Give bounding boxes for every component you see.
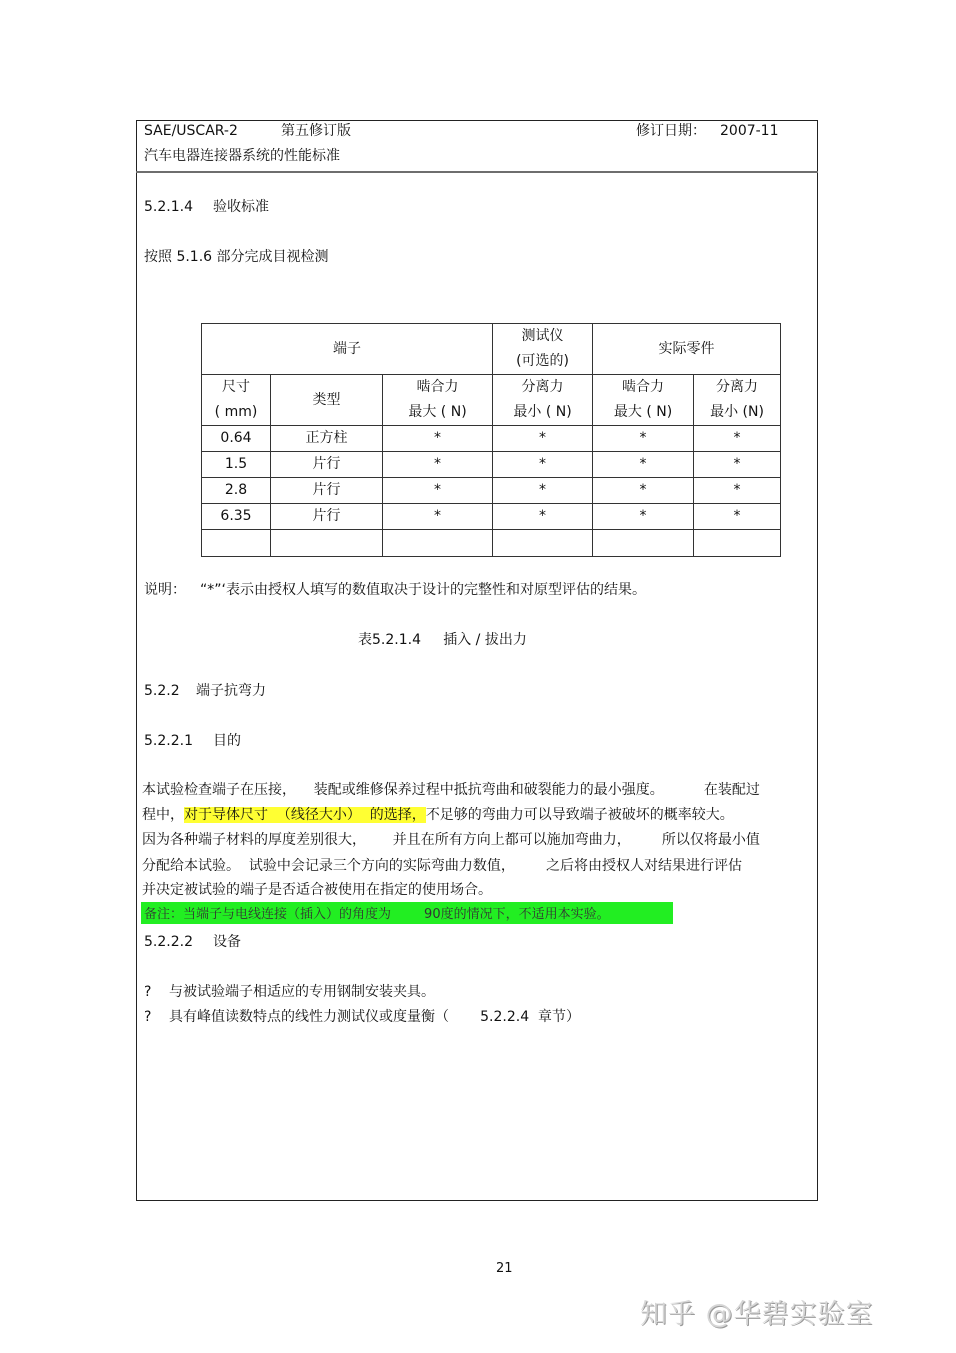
section-title: 验收标准 <box>213 199 269 215</box>
col-header-engage-max: 啮合力 最大 ( N) <box>383 375 493 426</box>
column-header-row <box>202 375 781 426</box>
equipment-item: 具有峰值读数特点的线性力测试仪或度量衡（ 5.2.2.4 章节） <box>169 1009 581 1025</box>
paragraph-line: 并决定被试验的端子是否适合被使用在指定的使用场合。 <box>142 882 492 898</box>
equipment-item: 与被试验端子相适应的专用钢制安装夹具。 <box>169 984 435 1000</box>
watermark: 知乎 @华碧实验室 <box>640 1299 874 1330</box>
note-label: 说明： <box>144 582 186 598</box>
section-title: 目的 <box>213 733 241 749</box>
table-row: 1.5 片行 * * * * <box>202 452 781 478</box>
tester-optional-label: (可选的) <box>516 353 569 369</box>
note-text: “*”‘表示由授权人填写的数值取决于设计的完整性和对原型评估的结果。 <box>200 582 646 598</box>
section-number: 5.2.2.2 <box>144 934 193 950</box>
col-header-size: 尺寸 ( mm) <box>202 375 271 426</box>
group-header-row <box>202 324 781 375</box>
revision-date: 2007-11 <box>720 123 779 139</box>
header-divider <box>136 171 818 173</box>
group-header-terminal: 端子 <box>202 324 493 375</box>
edition: 第五修订版 <box>281 123 351 139</box>
section-title: 端子抗弯力 <box>196 683 266 699</box>
table-row-empty <box>202 530 781 557</box>
section-number: 5.2.1.4 <box>144 199 193 215</box>
force-table <box>201 323 781 557</box>
group-header-tester <box>493 324 593 375</box>
yellow-highlight: 对于导体尺寸 （线径大小） 的选择， <box>184 807 426 823</box>
table-row: 0.64 正方柱 * * * * <box>202 426 781 452</box>
paragraph-line: 本试验检查端子在压接， 装配或维修保养过程中抵抗弯曲和破裂能力的最小强度。 在装配过 <box>142 782 760 798</box>
table-row: 6.35 片行 * * * * <box>202 504 781 530</box>
paragraph-line: 分配给本试验。 试验中会记录三个方向的实际弯曲力数值， 之后将由授权人对结果进行评估 <box>142 858 743 874</box>
col-header-type: 类型 <box>271 375 383 426</box>
section-number: 5.2.2 <box>144 683 180 699</box>
group-header-actual-part: 实际零件 <box>593 324 781 375</box>
col-header-part-separate-min: 分离力 最小 (N) <box>694 375 781 426</box>
remark-text: 备注：当端子与电线连接（插入）的角度为 90度的情况下，不适用本实验。 <box>144 907 610 922</box>
bullet-marker: ? <box>144 1009 152 1025</box>
page-frame <box>136 120 818 1201</box>
table-caption: 表5.2.1.4 插入 / 拔出力 <box>358 632 527 648</box>
doc-title: 汽车电器连接器系统的性能标准 <box>144 148 340 164</box>
paragraph-line: 因为各种端子材料的厚度差别很大， 并且在所有方向上都可以施加弯曲力， 所以仅将最小值 <box>142 832 760 848</box>
section-number: 5.2.2.1 <box>144 733 193 749</box>
revision-label: 修订日期： <box>636 123 706 139</box>
page-number: 21 <box>496 1261 513 1276</box>
section-title: 设备 <box>213 934 241 950</box>
section-body: 按照 5.1.6 部分完成目视检测 <box>144 249 329 265</box>
doc-id: SAE/USCAR-2 <box>144 123 238 139</box>
paragraph-line: 程中，对于导体尺寸 （线径大小） 的选择，不足够的弯曲力可以导致端子被破坏的概率较大。 <box>142 807 734 823</box>
tester-label: 测试仪 <box>521 328 564 344</box>
table-row: 2.8 片行 * * * * <box>202 478 781 504</box>
col-header-part-engage-max: 啮合力 最大 ( N) <box>593 375 694 426</box>
bullet-marker: ? <box>144 984 152 1000</box>
col-header-separate-min: 分离力 最小 ( N) <box>493 375 593 426</box>
